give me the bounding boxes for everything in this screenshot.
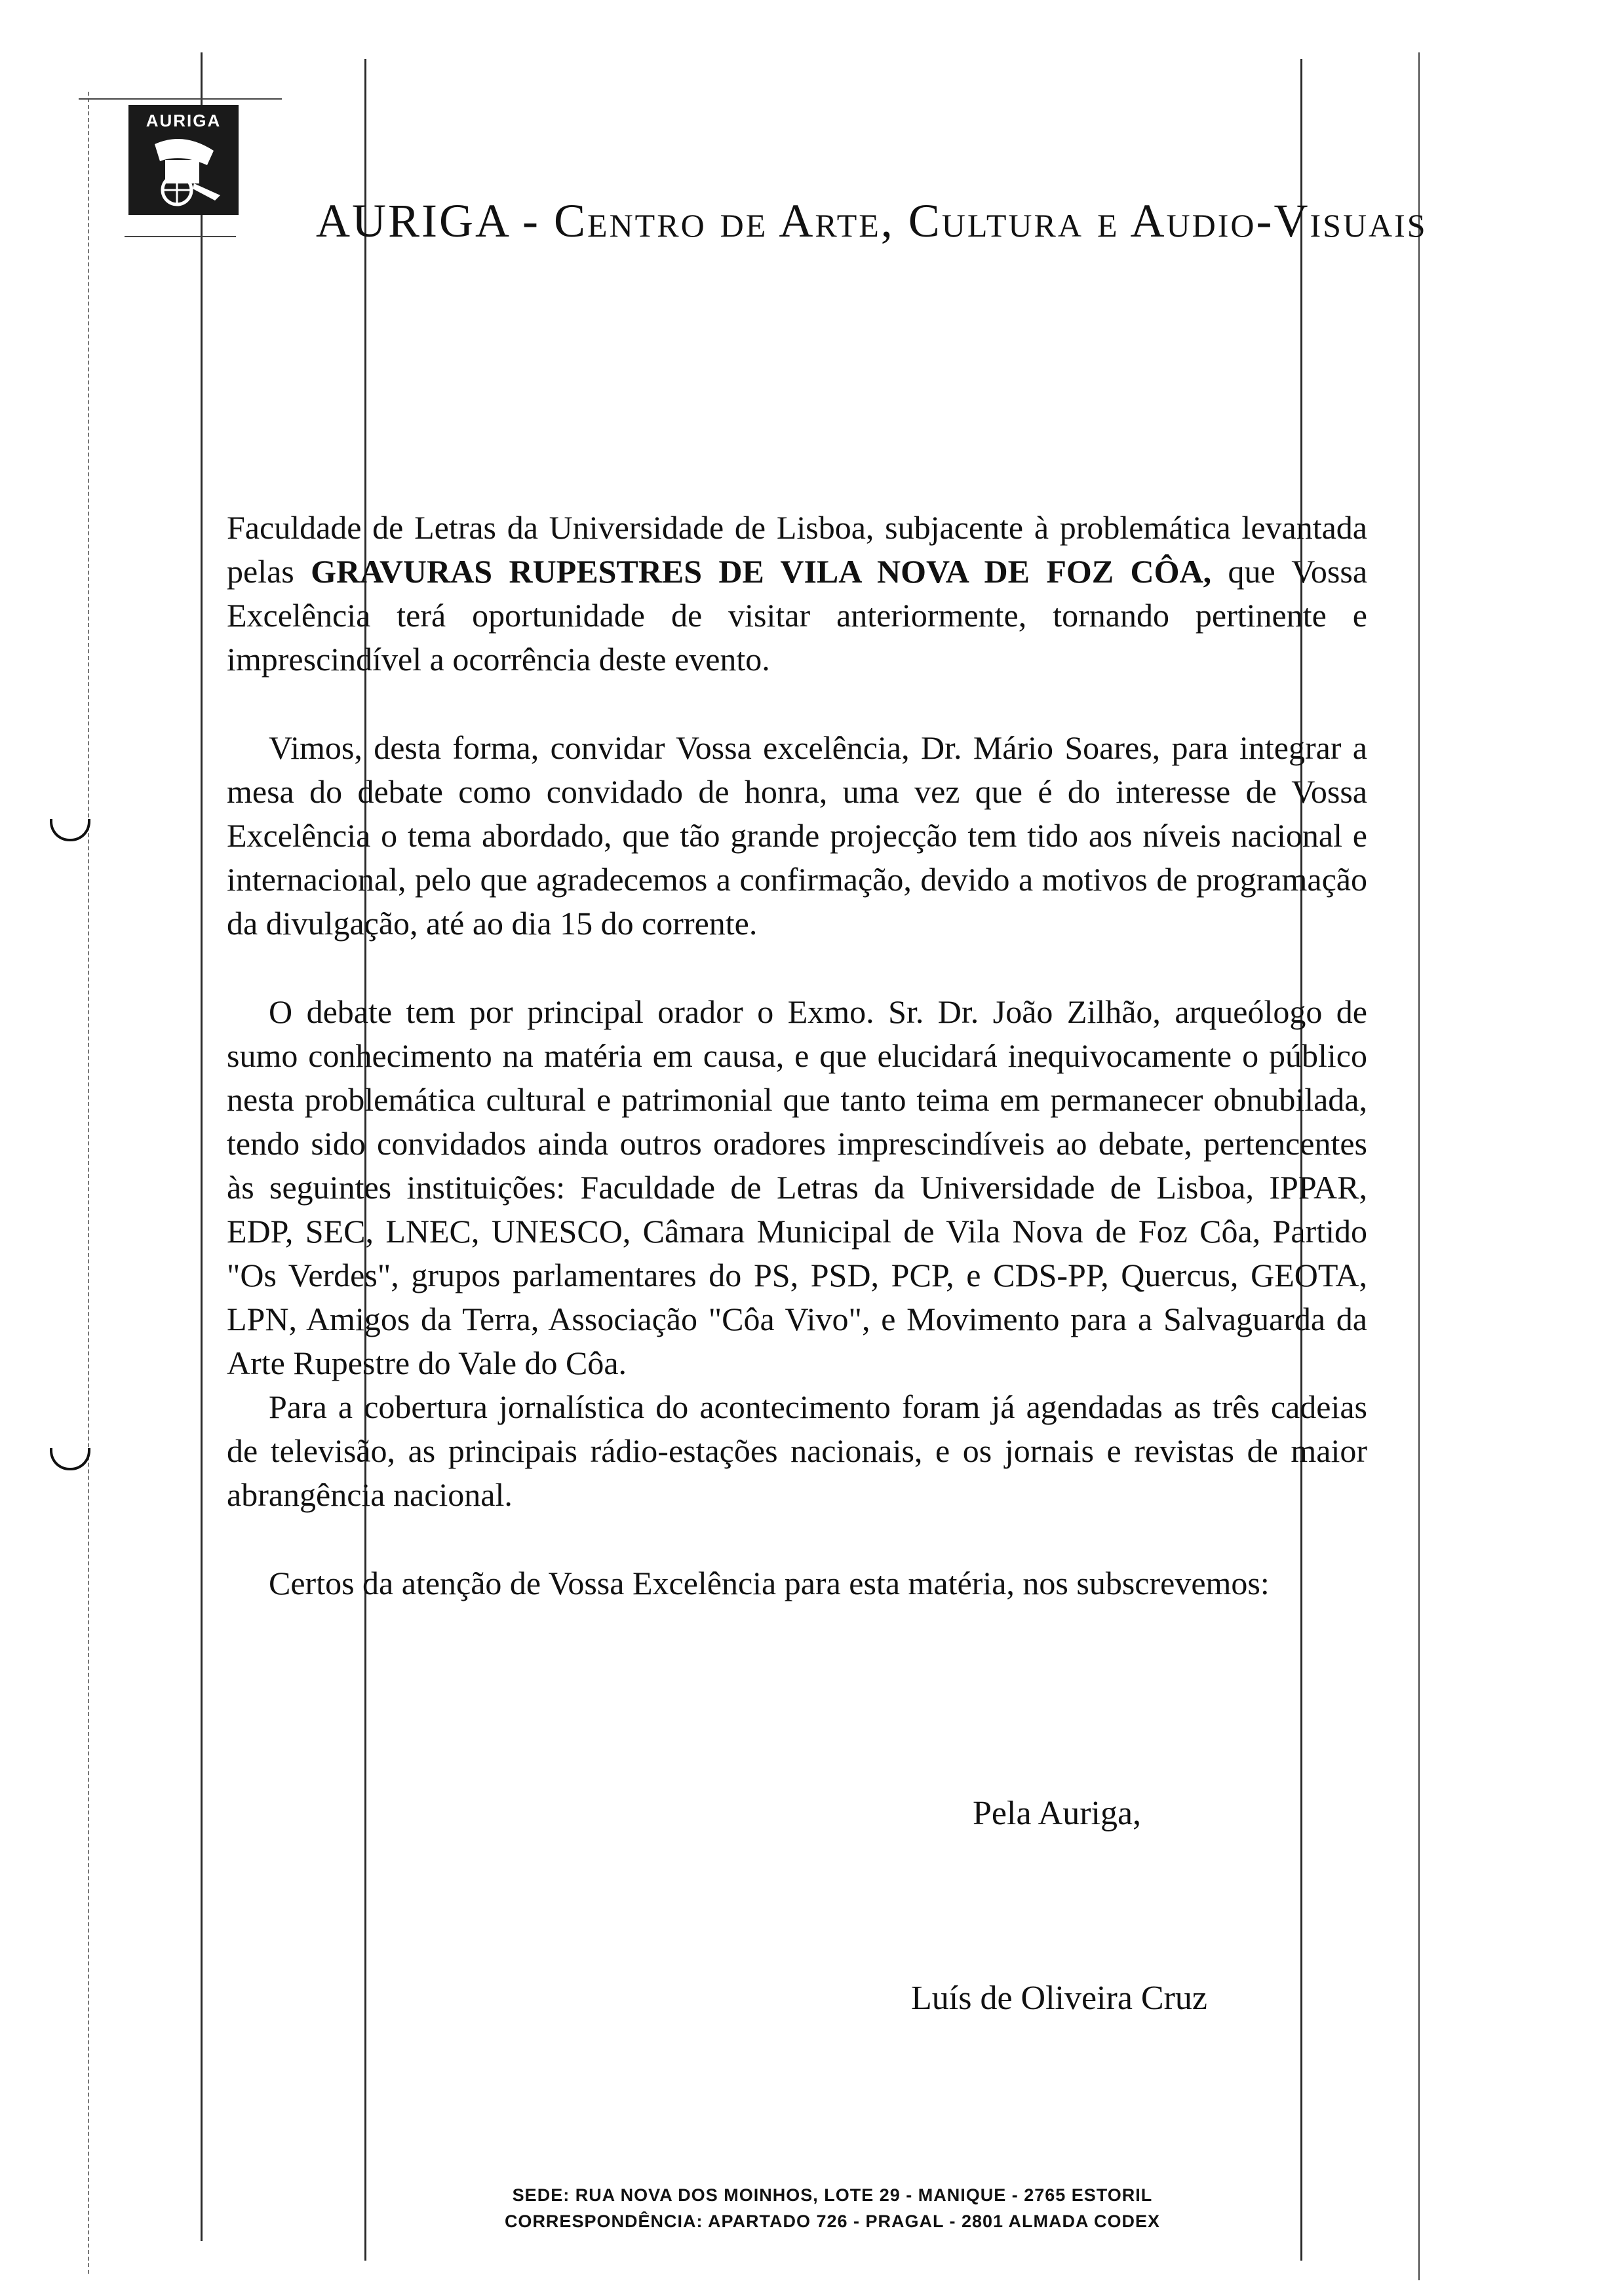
letterhead-title xyxy=(316,194,1574,248)
paragraph-5: Certos da atenção de Vossa Excelência para esta matéria, nos subscrevemos: xyxy=(269,1565,1270,1601)
auriga-logo xyxy=(128,105,239,215)
letterhead-rule xyxy=(79,98,282,100)
margin-line xyxy=(88,92,89,2274)
paragraph-3: O debate tem por principal orador o Exmo. Sr. Dr. João Zilhão, arqueólogo de sumo conhecimento na matéria em causa, e que elucidará inequivocamente o público nesta problemática cultural e patrimonial que tanto teima em permanecer obnubilada, tendo sido convidados ainda outros oradores imprescindíveis ao debate, pertencentes às seguintes instituições: Faculdade de Letras da Universidade de Lisboa, IPPAR, EDP, SEC, LNEC, UNESCO, Câmara Municipal de Vila Nova de Foz Côa, Partido "Os Verdes", grupos parlamentares do PS, PSD, PCP, e CDS-PP, Quercus, GEOTA, LPN, Amigos da Terra, Associação "Côa Vivo", e Movimento para a Salvaguarda da Arte Rupestre do Vale do Côa. xyxy=(227,993,1367,1381)
letterhead-rule xyxy=(125,236,236,237)
fold-line xyxy=(201,52,203,2241)
org-separator: - xyxy=(509,195,554,247)
fold-line xyxy=(1418,52,1420,2280)
paragraph-1-text-end: que Vossa Excelência terá oportunidade de visitar anteriormente, tornando pertinente e imprescindível a ocorrência deste evento. xyxy=(227,553,1368,678)
paragraph-1-emphasis: GRAVURAS RUPESTRES DE VILA NOVA DE FOZ CÔA, xyxy=(311,553,1212,590)
footer-address: SEDE: RUA NOVA DOS MOINHOS, LOTE 29 - MANIQUE - 2765 ESTORIL xyxy=(512,2185,1153,2205)
org-subtitle: Centro de Arte, Cultura e Audio-Visuais xyxy=(554,195,1428,247)
letter-body xyxy=(227,506,1367,1650)
closing-line: Pela Auriga, xyxy=(973,1795,1142,1832)
footer-correspondence: CORRESPONDÊNCIA: APARTADO 726 - PRAGAL - 2801 ALMADA CODEX xyxy=(504,2211,1161,2231)
logo-text: AURIGA xyxy=(146,111,222,130)
org-name: AURIGA xyxy=(316,195,509,247)
paragraph-4: Para a cobertura jornalística do acontecimento foram já agendadas as três cadeias de televisão, as principais rádio-estações nacionais, e os jornais e revistas de maior abrangência nacional. xyxy=(227,1388,1367,1513)
paragraph-1 xyxy=(227,506,1367,681)
paragraph-1-text: Faculdade de Letras da Universidade de Lisboa, subjacente à problemática levantada pelas xyxy=(227,509,1367,590)
punch-mark xyxy=(50,819,90,841)
paragraph-2: Vimos, desta forma, convidar Vossa excelência, Dr. Mário Soares, para integrar a mesa do debate como convidado de honra, uma vez que é do interesse de Vossa Excelência o tema abordado, que tão grande projecção tem tido aos níveis nacional e internacional, pelo que agradecemos a confirmação, devido a motivos de programação da divulgação, até ao dia 15 do corrente. xyxy=(227,729,1367,942)
punch-mark xyxy=(50,1448,90,1470)
signature-name: Luís de Oliveira Cruz xyxy=(911,1980,1207,2017)
chariot-icon xyxy=(128,105,239,215)
letterhead-footer xyxy=(393,2182,1272,2234)
